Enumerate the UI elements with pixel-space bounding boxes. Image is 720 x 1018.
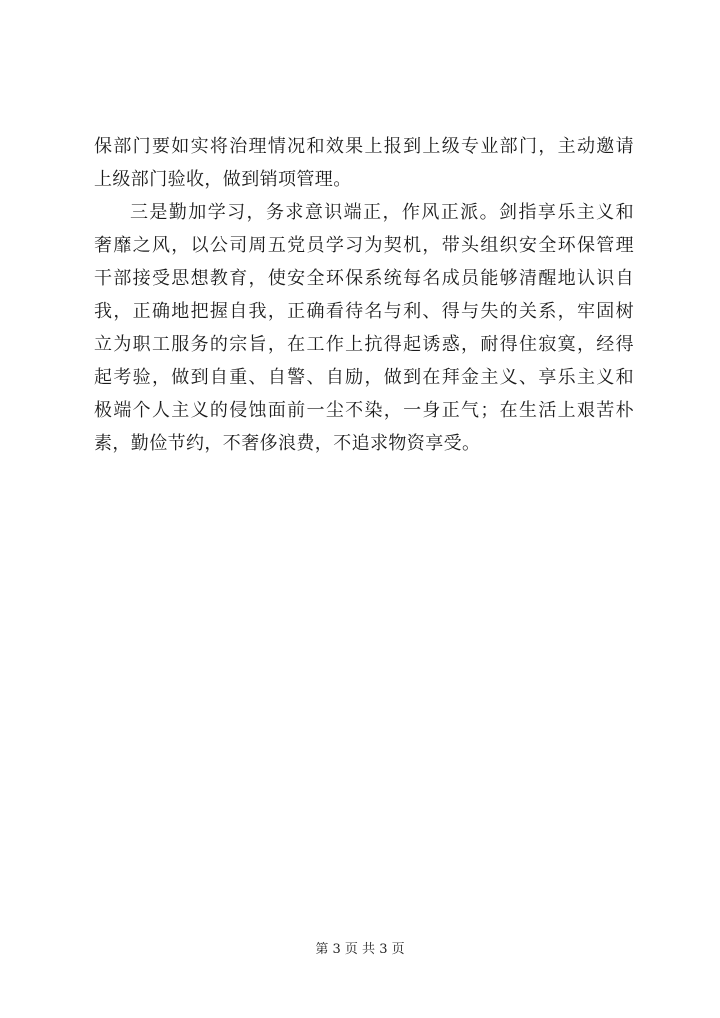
text-line: 三是勤加学习，务求意识端正，作风正派。剑指享乐主义和 bbox=[130, 202, 634, 223]
text-line: 保部门要如实将治理情况和效果上报到上级专业部门，主动邀请 bbox=[94, 136, 634, 157]
text-line: 我，正确地把握自我，正确看待名与利、得与失的关系，牢固树 bbox=[94, 301, 634, 322]
text-line: 素，勤俭节约，不奢侈浪费，不追求物资享受。 bbox=[94, 433, 481, 454]
document-body bbox=[94, 130, 634, 460]
text-line: 上级部门验收，做到销项管理。 bbox=[94, 169, 352, 190]
text-line: 奢靡之风，以公司周五党员学习为契机，带头组织安全环保管理 bbox=[94, 235, 634, 256]
text-line: 干部接受思想教育，使安全环保系统每名成员能够清醒地认识自 bbox=[94, 268, 634, 289]
page-footer: 第 3 页 共 3 页 bbox=[315, 942, 405, 957]
text-line: 立为职工服务的宗旨，在工作上抗得起诱惑，耐得住寂寞，经得 bbox=[94, 334, 634, 355]
text-line: 起考验，做到自重、自警、自励，做到在拜金主义、享乐主义和 bbox=[94, 367, 634, 388]
text-line: 极端个人主义的侵蚀面前一尘不染，一身正气；在生活上艰苦朴 bbox=[94, 400, 634, 421]
